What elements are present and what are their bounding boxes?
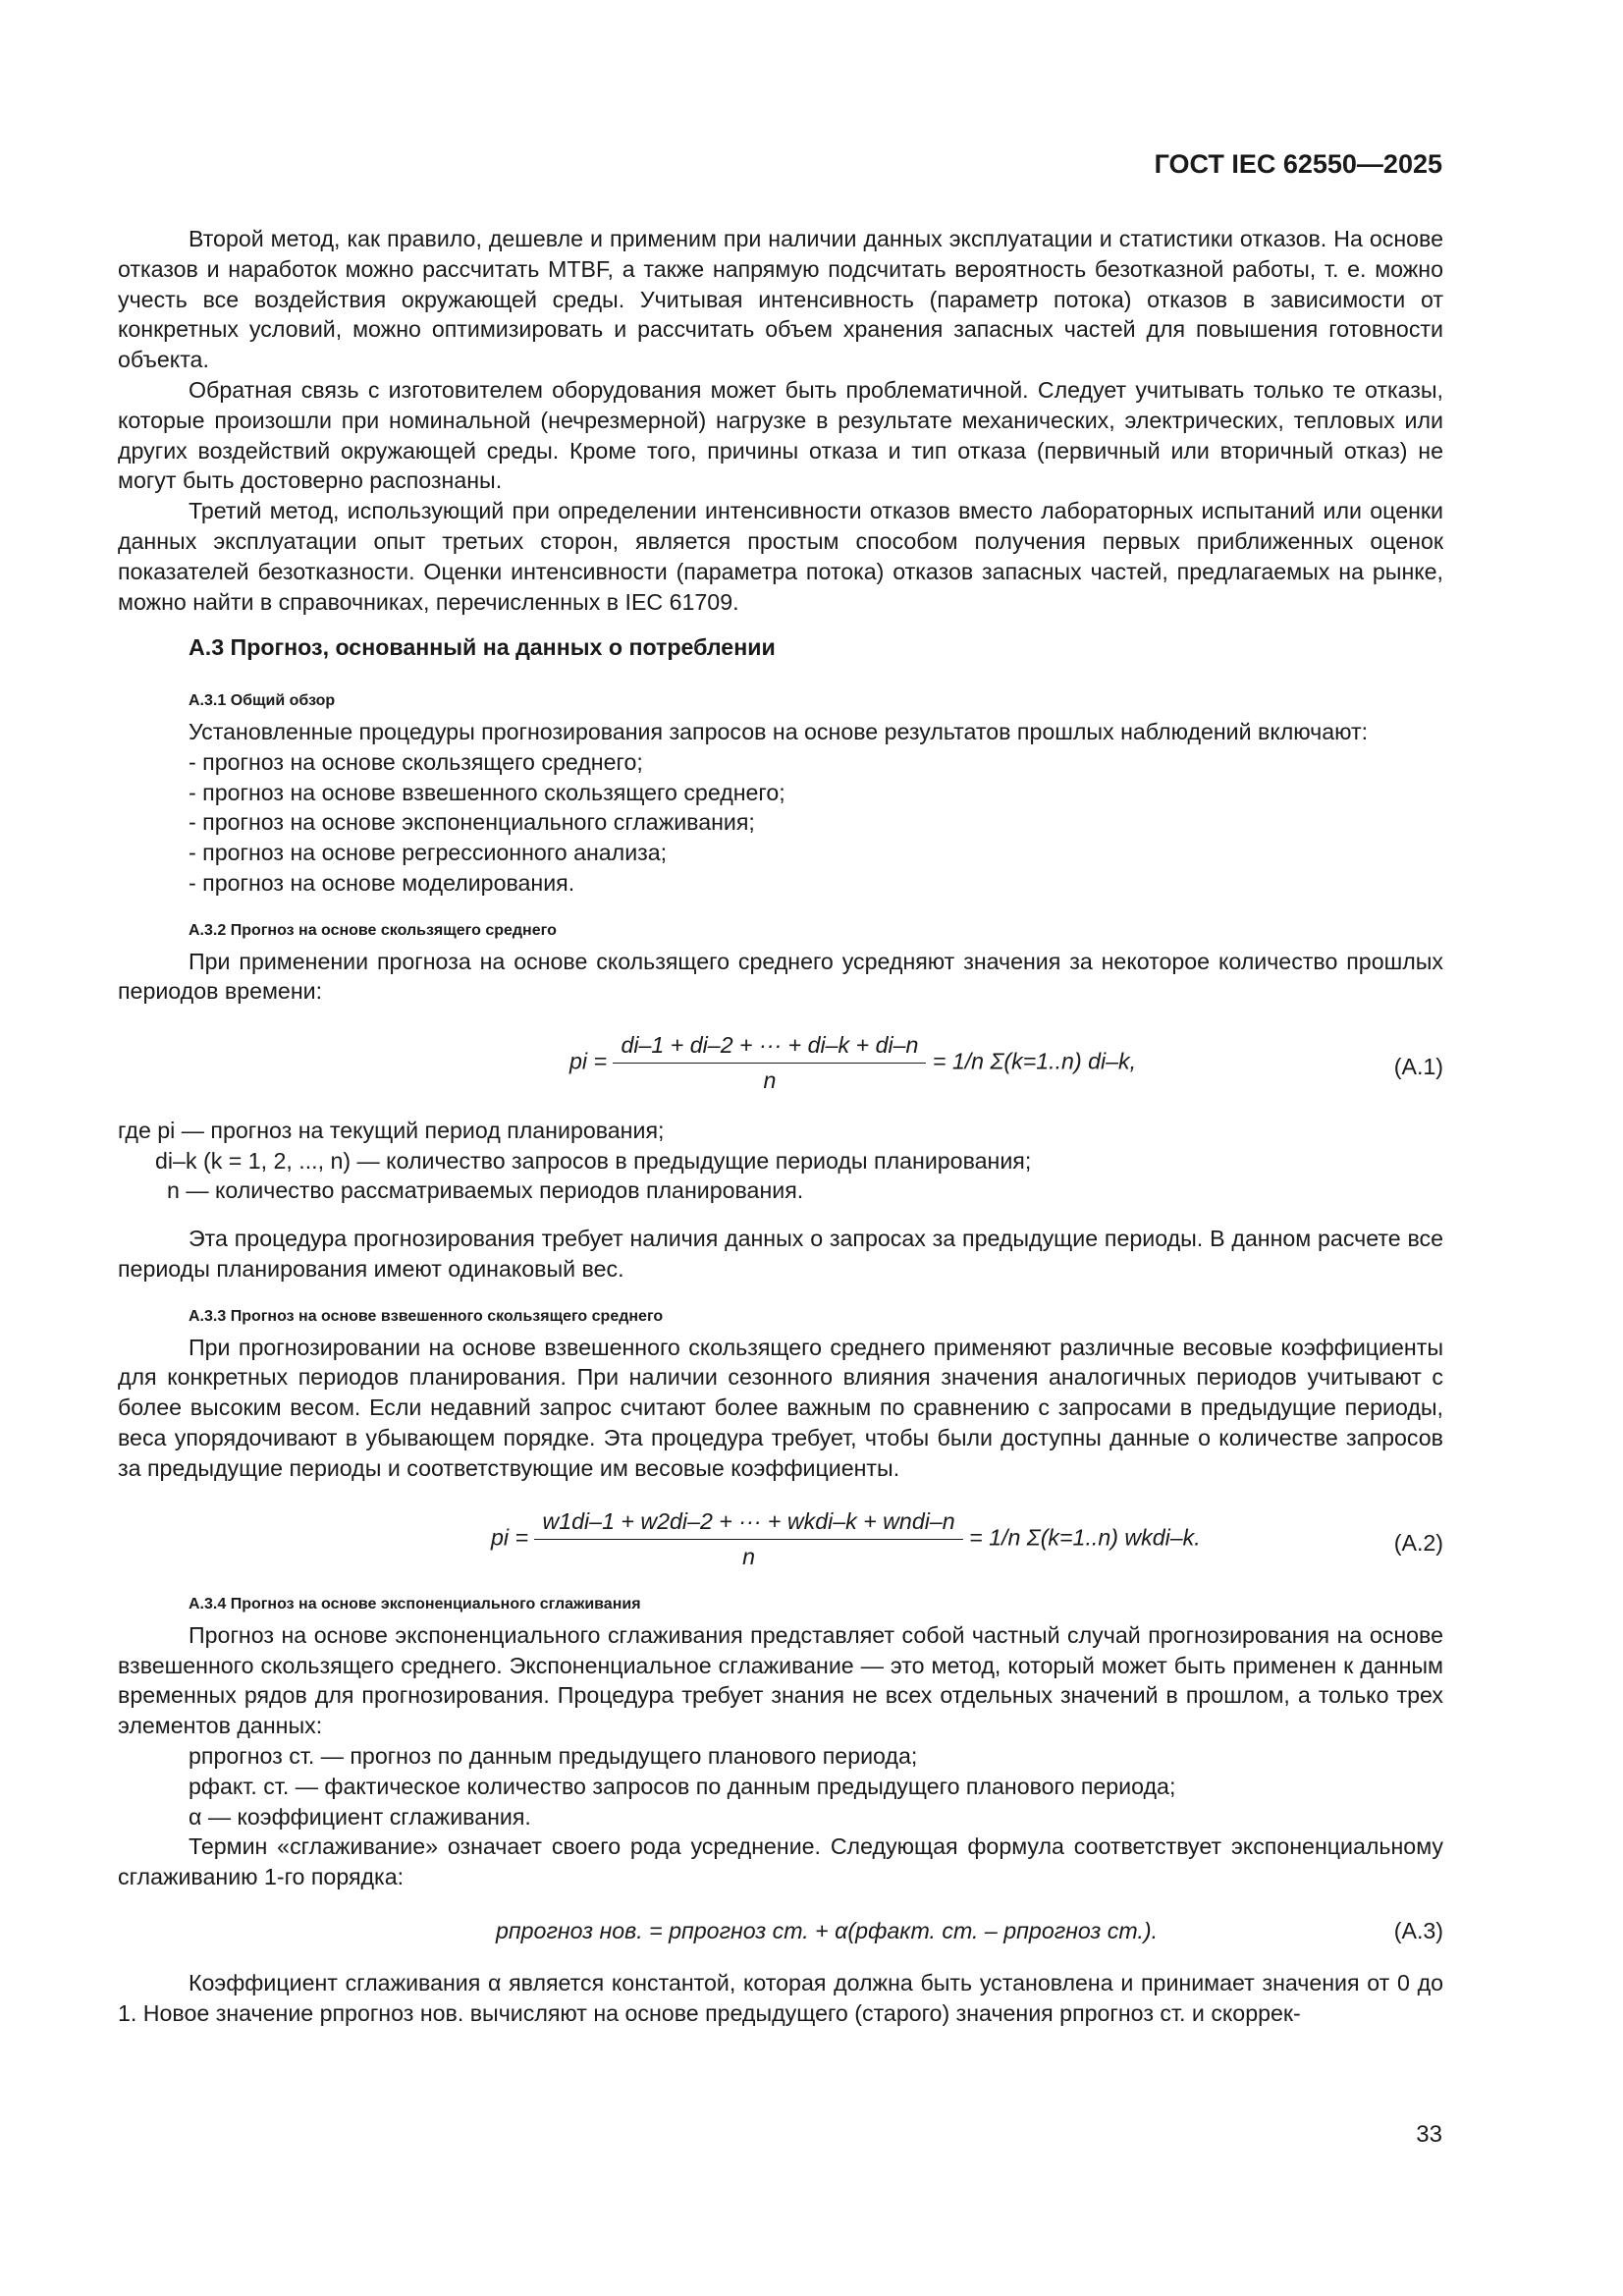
formula-a1-denominator: n	[763, 1066, 777, 1093]
paragraph-a34-last: Коэффициент сглаживания α является константой, которая должна быть установлена и принимает значения от 0 до 1. Новое значение pпрогноз нов. вычисляют на основе предыдущего (старого) значения pпрогноз ст. и скоррек-	[118, 1969, 1443, 2026]
data-element-previous-forecast: pпрогноз ст. — прогноз по данным предыдущего планового периода;	[189, 1743, 918, 1770]
paragraph-second-method: Второй метод, как правило, дешевле и применим при наличии данных эксплуатации и статистики отказов. На основе отказов и наработок можно рассчитать MTBF, а также напрямую подсчитать вероятность безотказной работы, т. е. можно учесть все воздействия окружающей среды. Учитывая интенсивность (параметр потока) отказов в зависимости от конкретных условий, можно оптимизировать и рассчитать объем хранения запасных частей для повышения готовности объекта.	[118, 226, 1443, 373]
formula-a3-number: (A.3)	[1393, 1918, 1443, 1944]
formula-a1-fraction	[613, 1030, 926, 1096]
paragraph-a32-text: При применении прогноза на основе скользящего среднего усредняют значения за некоторое количество прошлых периодов времени:	[118, 948, 1443, 1005]
formula-a1-rhs: = 1/n Σ(k=1..n) di–k,	[932, 1048, 1137, 1074]
paragraph-a34-term: Термин «сглаживание» означает своего рода усреднение. Следующая формула соответствует экспоненциальному сглаживанию 1-го порядка:	[118, 1833, 1443, 1890]
formula-a2-lhs: pi =	[491, 1524, 529, 1551]
paragraph-a31-intro: Установленные процедуры прогнозирования запросов на основе результатов прошлых наблюдений включают:	[189, 718, 1369, 744]
paragraph-a34-text: Прогноз на основе экспоненциального сглаживания представляет собой частный случай прогнозирования на основе взвешенного скользящего среднего. Экспоненциальное сглаживание — это метод, который может быть применен к данным временных рядов для прогнозирования. Процедура требует знания не всех отдельных значений в прошлом, а только трех элементов данных:	[118, 1621, 1443, 1739]
paragraph-third-method: Третий метод, использующий при определении интенсивности отказов вместо лабораторных испытаний или оценки данных эксплуатации опыт третьих сторон, является простым способом получения первых приближенных оценок показателей безотказности. Оценки интенсивности (параметра потока) отказов запасных частей, предлагаемых на рынке, можно найти в справочниках, перечисленных в IEC 61709.	[118, 498, 1443, 615]
formula-a2-expression	[491, 1506, 1443, 1572]
formula-a2-numerator: w1di–1 + w2di–2 + ··· + wkdi–k + wndi–n	[534, 1506, 962, 1540]
paragraph-a32-after: Эта процедура прогнозирования требует наличия данных о запросах за предыдущие периоды. В данном расчете все периоды планирования имеют одинаковый вес.	[118, 1226, 1443, 1282]
list-item: - прогноз на основе регрессионного анализа;	[189, 840, 668, 866]
formula-a3-expression: pпрогноз нов. = pпрогноз ст. + α(pфакт. ст. – pпрогноз ст.).	[496, 1918, 1159, 1944]
legend-row: n — количество рассматриваемых периодов планирования.	[167, 1177, 804, 1204]
page-content	[118, 224, 1443, 2028]
list-item: - прогноз на основе моделирования.	[189, 869, 575, 896]
forecast-methods-list	[118, 747, 1443, 899]
formula-a2-fraction	[534, 1506, 962, 1572]
formula-a1	[118, 1030, 1443, 1096]
formula-a1-legend	[118, 1116, 1443, 1206]
section-heading-a33: А.3.3 Прогноз на основе взвешенного скользящего среднего	[189, 1307, 664, 1325]
data-element-smoothing-coefficient: α — коэффициент сглаживания.	[189, 1803, 531, 1830]
formula-a3	[118, 1916, 1443, 1946]
formula-a2	[118, 1506, 1443, 1572]
section-heading-a3: А.3 Прогноз, основанный на данных о потреблении	[189, 634, 776, 661]
page-number: 33	[1416, 2121, 1442, 2148]
formula-a2-denominator: n	[742, 1544, 756, 1570]
formula-a1-number: (A.1)	[1393, 1054, 1443, 1080]
section-heading-a34: А.3.4 Прогноз на основе экспоненциального сглаживания	[189, 1596, 641, 1613]
formula-a1-lhs: pi =	[569, 1048, 608, 1074]
data-element-actual-requests: pфакт. ст. — фактическое количество запросов по данным предыдущего планового периода;	[189, 1773, 1176, 1799]
formula-a1-expression	[569, 1030, 1443, 1096]
formula-a1-numerator: di–1 + di–2 + ··· + di–k + di–n	[613, 1030, 926, 1064]
section-heading-a32: А.3.2 Прогноз на основе скользящего среднего	[189, 921, 557, 939]
paragraph-a33-text: При прогнозировании на основе взвешенного скользящего среднего применяют различные весовые коэффициенты для конкретных периодов планирования. При наличии сезонного влияния значения аналогичных периодов учитывают с более высоким весом. Если недавний запрос считают более важным по сравнению с запросами в предыдущие периоды, веса упорядочивают в убывающем порядке. Эта процедура требует, чтобы были доступны данные о количестве запросов за предыдущие периоды и соответствующие им весовые коэффициенты.	[118, 1334, 1443, 1481]
paragraph-feedback: Обратная связь с изготовителем оборудования может быть проблематичной. Следует учитывать только те отказы, которые произошли при номинальной (нечрезмерной) нагрузке в результате механических, электрических, тепловых или других воздействий окружающей среды. Кроме того, причины отказа и тип отказа (первичный или вторичный отказ) не могут быть достоверно распознаны.	[118, 376, 1443, 494]
list-item: - прогноз на основе взвешенного скользящего среднего;	[189, 779, 785, 805]
formula-a2-rhs: = 1/n Σ(k=1..n) wkdi–k.	[969, 1524, 1201, 1551]
list-item: - прогноз на основе экспоненциального сглаживания;	[189, 809, 755, 836]
document-header: ГОСТ IEC 62550—2025	[1154, 149, 1442, 179]
formula-a2-number: (A.2)	[1393, 1530, 1443, 1557]
list-item: - прогноз на основе скользящего среднего;	[189, 748, 643, 775]
legend-row: di–k (k = 1, 2, ..., n) — количество запросов в предыдущие периоды планирования;	[155, 1147, 1032, 1174]
legend-row: где pi — прогноз на текущий период планирования;	[118, 1117, 665, 1143]
section-heading-a31: А.3.1 Общий обзор	[189, 692, 336, 710]
